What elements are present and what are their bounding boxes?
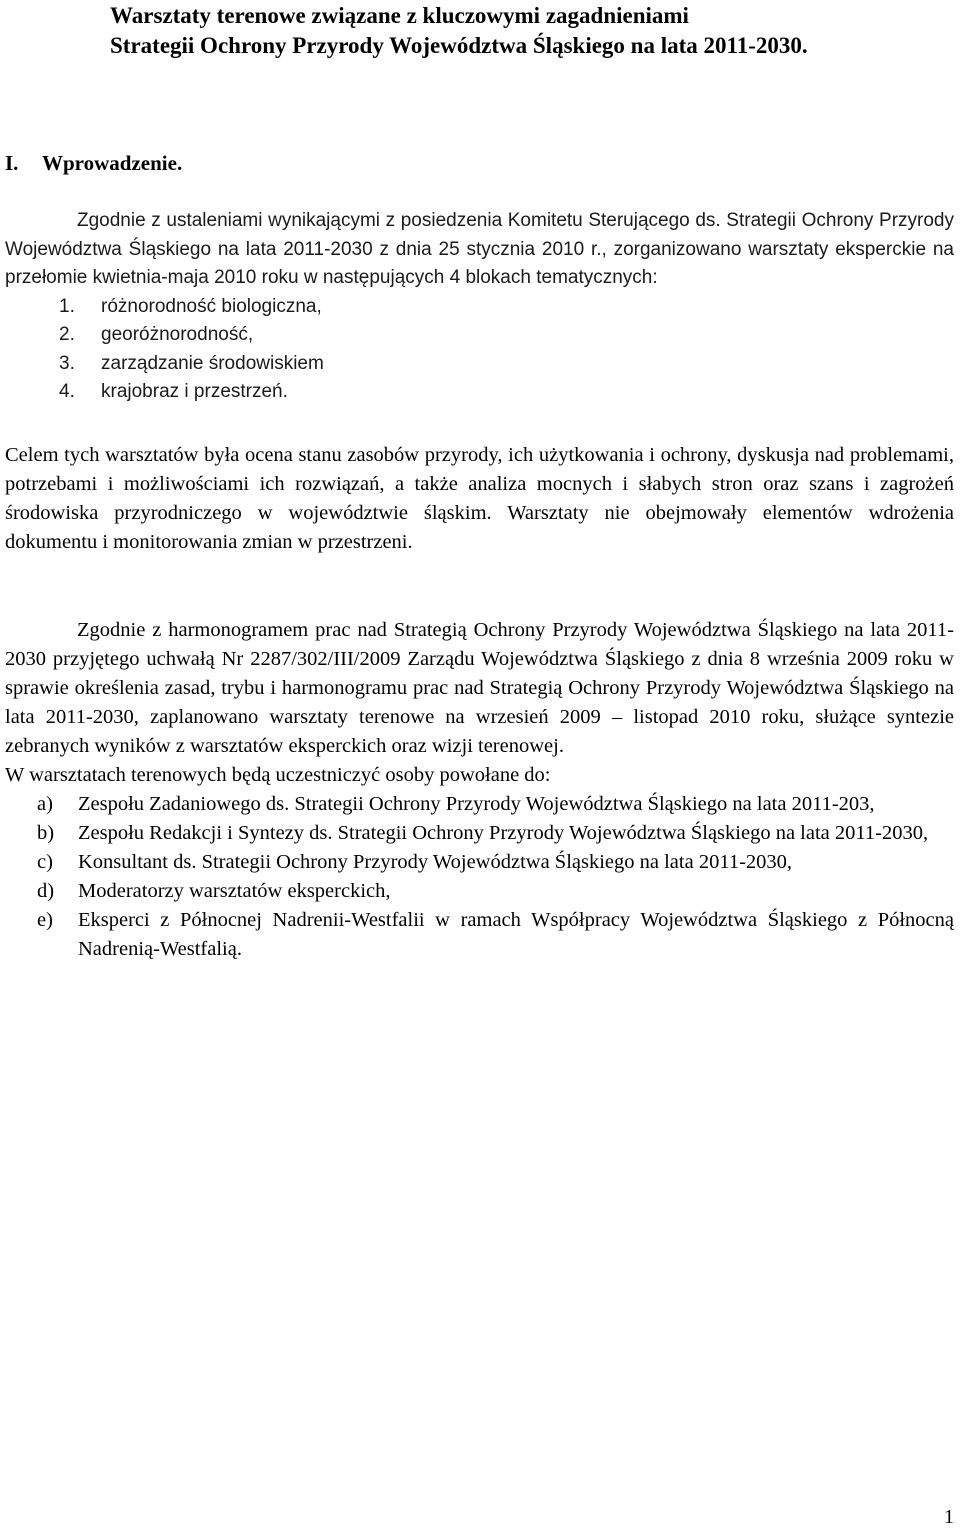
list-item-text: georóżnorodność, bbox=[101, 324, 254, 345]
document-title bbox=[5, 0, 954, 61]
list-item-text: różnorodność biologiczna, bbox=[101, 295, 322, 317]
list-marker: 1. bbox=[59, 295, 75, 317]
list-marker: c) bbox=[37, 851, 53, 873]
title-line-1: Warsztaty terenowe związane z kluczowymi zagadnieniami bbox=[110, 3, 689, 28]
list-item-text: krajobraz i przestrzeń. bbox=[101, 381, 288, 402]
list-marker: 2. bbox=[59, 324, 75, 345]
intro-section bbox=[5, 207, 954, 407]
list-item bbox=[5, 848, 954, 877]
list-marker: a) bbox=[37, 793, 53, 815]
section-number: I. bbox=[5, 151, 19, 175]
title-line-2: Strategii Ochrony Przyrody Województwa Śląskiego na lata 2011-2030. bbox=[110, 33, 808, 58]
document-page bbox=[5, 0, 954, 960]
list-item-text: zarządzanie środowiskiem bbox=[101, 352, 324, 374]
aims-paragraph: Celem tych warsztatów była ocena stanu zasobów przyrody, ich użytkowania i ochrony, dyskusja nad problemami, potrzebami i możliwościami ich rozwiązań, a także analiza mocnych i słabych stron oraz szans i zagrożeń środowiska przyrodniczego w województwie śląskim. Warsztaty nie obejmowały elementów wdrożenia dokumentu i monitorowania zmian w przestrzeni. bbox=[5, 444, 954, 553]
list-item bbox=[5, 790, 954, 819]
list-item bbox=[5, 321, 954, 350]
list-marker: d) bbox=[37, 880, 55, 902]
list-item bbox=[5, 877, 954, 906]
list-marker: b) bbox=[37, 822, 55, 844]
list-marker: 4. bbox=[59, 381, 75, 402]
list-item-text: Eksperci z Północnej Nadrenii-Westfalii w ramach Współpracy Województwa Śląskiego z Północną Nadrenią-Westfalią. bbox=[78, 909, 954, 960]
list-item-text: Moderatorzy warsztatów eksperckich, bbox=[78, 880, 391, 902]
section-title: Wprowadzenie. bbox=[42, 151, 183, 175]
thematic-blocks-list bbox=[5, 293, 954, 407]
list-item bbox=[5, 350, 954, 379]
participants-list bbox=[5, 790, 954, 964]
page-number: 1 bbox=[944, 1506, 954, 1528]
list-marker: 3. bbox=[59, 352, 75, 374]
list-item bbox=[5, 378, 954, 407]
list-item-text: Konsultant ds. Strategii Ochrony Przyrody Województwa Śląskiego na lata 2011-2030, bbox=[78, 851, 793, 873]
aims-section bbox=[5, 441, 954, 557]
intro-paragraph: Zgodnie z ustaleniami wynikającymi z posiedzenia Komitetu Sterującego ds. Strategii Ochrony Przyrody Województwa Śląskiego na lata 2011-2030 z dnia 25 stycznia 2010 r., zorganizowano warsztaty eksperckie na przełomie kwietnia-maja 2010 roku w następujących 4 blokach tematycznych: bbox=[5, 210, 954, 288]
list-item-text: Zespołu Zadaniowego ds. Strategii Ochrony Przyrody Województwa Śląskiego na lata 2011-203, bbox=[78, 793, 875, 815]
list-item bbox=[5, 293, 954, 322]
list-marker: e) bbox=[37, 909, 53, 931]
list-item-text: Zespołu Redakcji i Syntezy ds. Strategii Ochrony Przyrody Województwa Śląskiego na lata 2011-2030, bbox=[78, 822, 929, 844]
participants-intro: W warsztatach terenowych będą uczestniczyć osoby powołane do: bbox=[5, 764, 551, 786]
schedule-paragraph: Zgodnie z harmonogramem prac nad Strategią Ochrony Przyrody Województwa Śląskiego na lata 2011-2030 przyjętego uchwałą Nr 2287/302/III/2009 Zarządu Województwa Śląskiego z dnia 8 września 2009 roku w sprawie określenia zasad, trybu i harmonogramu prac nad Strategią Ochrony Przyrody Województwa Śląskiego na lata 2011-2030, zaplanowano warsztaty terenowe na wrzesień 2009 – listopad 2010 roku, służące syntezie zebranych wyników z warsztatów eksperckich oraz wizji terenowej. bbox=[5, 619, 954, 757]
schedule-section bbox=[5, 616, 954, 964]
section-heading bbox=[5, 149, 182, 178]
list-item bbox=[5, 906, 954, 964]
list-item bbox=[5, 819, 954, 848]
